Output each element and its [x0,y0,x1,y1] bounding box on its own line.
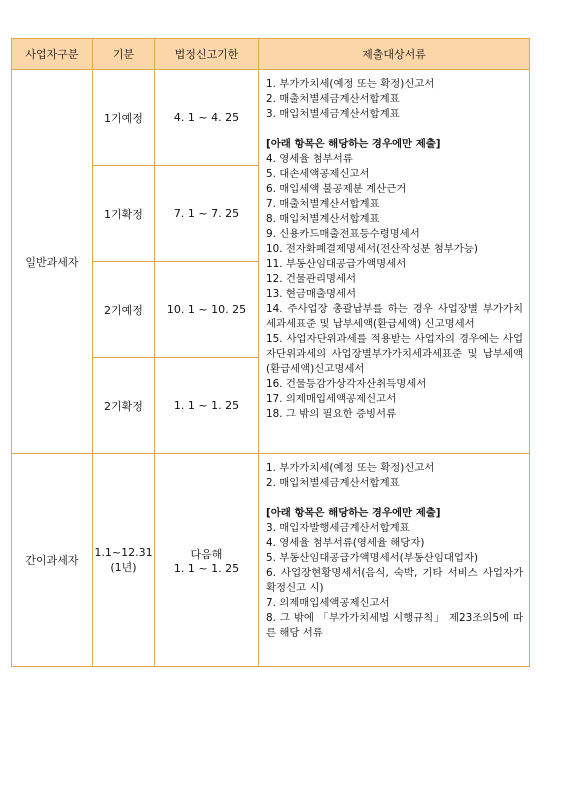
doc-item: 11. 부동산임대공급가액명세서 [266,258,407,270]
period-note: (1년) [110,560,137,574]
doc-item: 1. 부가가치세(예정 또는 확정)신고서 [266,78,435,90]
deadline-cell: 7. 1 ~ 7. 25 [155,166,259,262]
deadline-cell: 1. 1 ~ 1. 25 [155,358,259,454]
doc-item: 6. 사업장현황명세서(음식, 숙박, 기타 서비스 사업자가 확정신고 시) [266,567,523,594]
vat-filing-table [11,38,530,667]
doc-item: 1. 부가가치세(예정 또는 확정)신고서 [266,462,435,474]
table-row [12,454,530,667]
period-cell [93,454,155,667]
doc-item: 4. 영세율 첨부서류(영세율 해당자) [266,537,425,549]
general-documents-cell [259,70,530,454]
doc-item: 12. 건물관리명세서 [266,273,357,285]
doc-item: 16. 건물등감가상각자산취득명세서 [266,378,427,390]
conditional-header: [아래 항목은 해당하는 경우에만 제출] [266,507,441,519]
deadline-label: 다음해 [190,547,223,561]
period-cell: 2기예정 [93,262,155,358]
doc-item: 2. 매입처별세금계산서합계표 [266,477,400,489]
doc-item: 3. 매입처별세금계산서합계표 [266,108,400,120]
general-taxpayer-cell: 일반과세자 [12,70,93,454]
deadline-cell [155,454,259,667]
header-documents: 제출대상서류 [259,39,530,70]
doc-item: 3. 매입자발행세금계산서합계표 [266,522,410,534]
deadline-cell: 10. 1 ~ 10. 25 [155,262,259,358]
doc-item: 17. 의제매입세액공제신고서 [266,393,397,405]
table-header-row [12,39,530,70]
deadline-cell: 4. 1 ~ 4. 25 [155,70,259,166]
doc-item: 5. 대손세액공제신고서 [266,168,370,180]
period-range: 1.1~12.31 [94,545,153,559]
period-cell: 2기확정 [93,358,155,454]
header-period: 기분 [93,39,155,70]
deadline-range: 1. 1 ~ 1. 25 [173,561,240,575]
period-cell: 1기예정 [93,70,155,166]
doc-item: 7. 매출처별계산서합계표 [266,198,380,210]
simplified-documents-cell [259,454,530,667]
doc-item: 7. 의제매입세액공제신고서 [266,597,390,609]
header-deadline: 법정신고기한 [155,39,259,70]
doc-item: 2. 매출처별세금계산서합계표 [266,93,400,105]
doc-item: 13. 현금매출명세서 [266,288,357,300]
doc-item: 9. 신용카드매출전표등수령명세서 [266,228,420,240]
period-cell: 1기확정 [93,166,155,262]
doc-item: 18. 그 밖의 필요한 증빙서류 [266,408,397,420]
doc-item: 6. 매입세액 불공제분 계산근거 [266,183,407,195]
doc-item: 8. 매입처별계산서합계표 [266,213,380,225]
doc-item: 4. 영세율 첨부서류 [266,153,353,165]
header-business-type: 사업자구분 [12,39,93,70]
doc-item: 14. 주사업장 총괄납부를 하는 경우 사업장별 부가가치세과세표준 및 납부세액(환급세액) 신고명세서 [266,303,523,330]
doc-item: 15. 사업자단위과세를 적용받는 사업자의 경우에는 사업자단위과세의 사업장별부가가치세과세표준 및 납부세액(환급세액)신고명세서 [266,333,523,375]
doc-item: 10. 전자화폐결제명세서(전산작성분 첨부가능) [266,243,478,255]
conditional-header: [아래 항목은 해당하는 경우에만 제출] [266,138,441,150]
doc-item: 8. 그 밖에 「부가가치세법 시행규칙」 제23조의5에 따른 해당 서류 [266,612,523,639]
doc-item: 5. 부동산임대공급가액명세서(부동산임대업자) [266,552,479,564]
table-row [12,70,530,166]
simplified-taxpayer-cell: 간이과세자 [12,454,93,667]
